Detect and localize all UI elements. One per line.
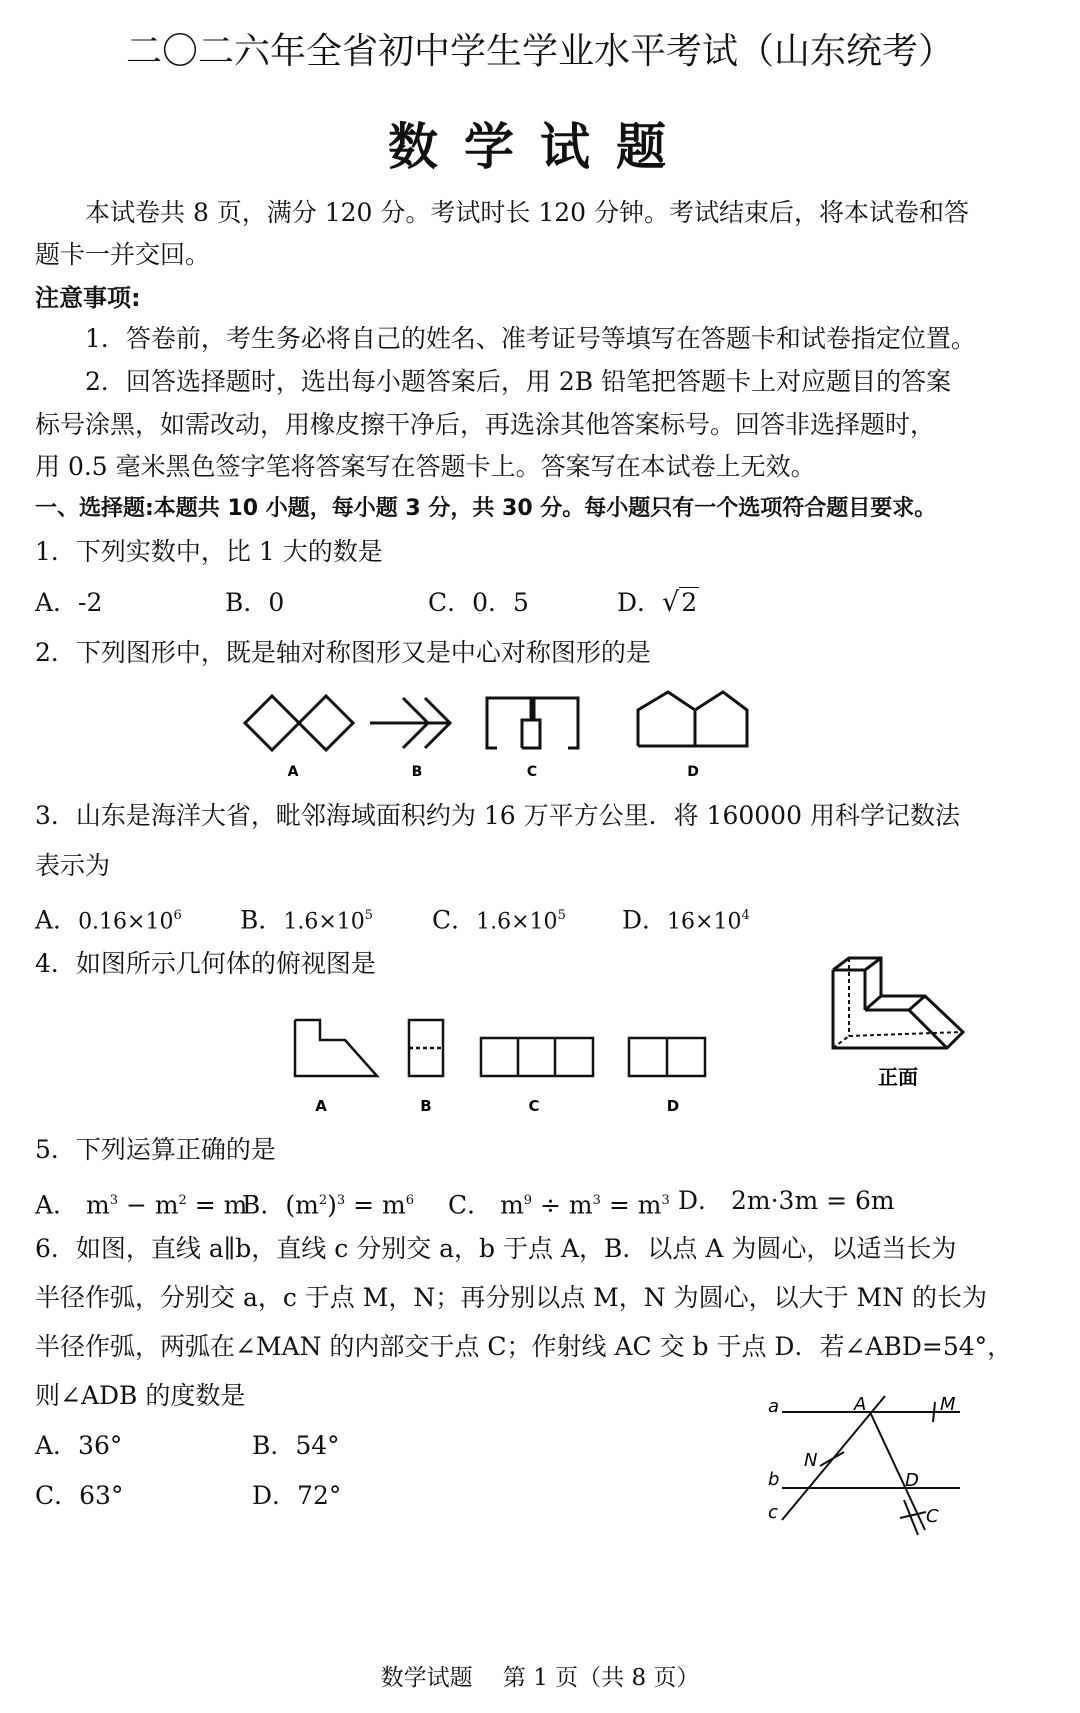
q6-figure [760, 1390, 970, 1540]
q5-option-c: C． $m^9 \div m^3 = m^3$ [448, 1190, 670, 1220]
notes-item-1: 1．答卷前，考生务必将自己的姓名、准考证号等填写在答题卡和试卷指定位置。 [85, 324, 976, 353]
q2-label-d: D [687, 764, 699, 780]
q5-option-d-expr: 2m·3m = 6m [731, 1186, 895, 1215]
q5-option-c-label: C． [448, 1190, 493, 1220]
q4-solid-figure [825, 952, 975, 1097]
q6-option-d: D．72° [252, 1481, 342, 1510]
q3-option-d-exp: 4 [741, 908, 750, 923]
q3-option-c [432, 900, 566, 938]
q1-option-d-radicand: 2 [681, 588, 698, 617]
q6-label-b-line: b [768, 1469, 780, 1490]
intro-line-1: 本试卷共 8 页，满分 120 分。考试时长 120 分钟。考试结束后，将本试卷和答 [85, 198, 970, 227]
q1-option-d-label: D． [617, 588, 663, 617]
q4-label-d: D [666, 1097, 680, 1115]
q5-option-a-label: A． [35, 1190, 79, 1220]
q5-option-a: A． $m^3 - m^2 = m$ [35, 1190, 248, 1220]
q1-option-b: B．0 [225, 588, 285, 617]
q6-option-a: A．36° [35, 1431, 123, 1460]
q6-label-point-d: D [905, 1470, 919, 1491]
q4-figure-c [481, 1038, 593, 1076]
page-footer: 数学试题 第 1 页（共 8 页） [380, 1665, 700, 1691]
q6-label-c-line: c [768, 1502, 778, 1523]
notes-item-2-line-2: 标号涂黑，如需改动，用橡皮擦干净后，再选涂其他答案标号。回答非选择题时， [35, 410, 936, 439]
q3-option-a-exp: 6 [173, 908, 182, 923]
q4-label-a: A [315, 1097, 327, 1115]
notes-item-2-line-1: 2．回答选择题时，选出每小题答案后，用 2B 铅笔把答题卡上对应题目的答案 [85, 367, 952, 396]
q3-option-c-exp: 5 [557, 908, 566, 923]
q4-figure-b [409, 1020, 443, 1076]
q6-option-c: C．63° [35, 1481, 124, 1510]
q1-option-a: A．-2 [35, 588, 103, 617]
q6-line-3: 半径作弧，两弧在∠MAN 的内部交于点 C；作射线 AC 交 b 于点 D．若∠ABD=54°， [35, 1332, 1013, 1361]
q1-option-d [617, 587, 699, 619]
q3-option-c-base: 1.6×10 [476, 909, 558, 935]
q3-option-d-label: D． [622, 905, 668, 935]
q5-option-b: B．$(m^2)^3 = m^6$ [242, 1190, 414, 1220]
q1-option-c: C．0．5 [428, 588, 529, 617]
q6-label-a-line: a [768, 1396, 780, 1417]
notes-item-2-line-3: 用 0.5 毫米黑色签字笔将答案写在答题卡上。答案写在本试卷上无效。 [35, 452, 816, 481]
q5-option-d-label: D． [678, 1186, 724, 1215]
q1-stem: 1．下列实数中，比 1 大的数是 [35, 537, 383, 566]
q2-label-a: A [287, 764, 299, 780]
q5-option-b-label: B． [242, 1190, 286, 1220]
q6-option-b: B．54° [252, 1431, 340, 1460]
q3-option-c-label: C． [432, 905, 477, 935]
q3-option-b-base: 1.6×10 [283, 909, 365, 935]
q4-stem: 4．如图所示几何体的俯视图是 [35, 949, 376, 978]
q4-front-label: 正面 [878, 1065, 918, 1089]
q3-option-b [240, 900, 373, 938]
q2-figure-c [487, 698, 578, 748]
q4-figure-a [295, 1020, 377, 1076]
q2-figure-d [638, 692, 747, 746]
exam-title: 二〇二六年全省初中学生学业水平考试（山东统考） [125, 31, 954, 72]
q3-option-a [35, 900, 182, 938]
sqrt-icon: √ [662, 587, 680, 618]
notes-heading: 注意事项: [35, 284, 141, 312]
q3-stem-line-2: 表示为 [35, 851, 111, 880]
q4-label-c: C [528, 1097, 540, 1115]
q2-stem: 2．下列图形中，既是轴对称图形又是中心对称图形的是 [35, 638, 651, 667]
q3-option-a-label: A． [35, 905, 79, 935]
q6-label-point-n: N [804, 1450, 818, 1471]
q4-figure-d [629, 1038, 705, 1076]
q2-figure-a [245, 696, 353, 750]
q4-label-b: B [420, 1097, 432, 1115]
q2-figure-b [370, 698, 450, 748]
section-1-heading: 一、选择题:本题共 10 小题，每小题 3 分，共 30 分。每小题只有一个选项符合题目要求。 [35, 496, 937, 521]
intro-line-2: 题卡一并交回。 [35, 240, 211, 269]
q2-label-b: B [411, 764, 423, 780]
subject-title: 数学试题 [388, 118, 692, 176]
q6-line-1: 6．如图，直线 a∥b，直线 c 分别交 a，b 于点 A，B．以点 A 为圆心，以适当长为 [35, 1234, 957, 1263]
q3-stem-line-1: 3．山东是海洋大省，毗邻海域面积约为 16 万平方公里．将 160000 用科学记数法 [35, 801, 960, 830]
q6-line-4: 则∠ADB 的度数是 [35, 1381, 246, 1410]
q5-stem: 5．下列运算正确的是 [35, 1135, 276, 1164]
q5-option-d [678, 1185, 895, 1217]
q3-option-b-exp: 5 [364, 908, 374, 923]
q3-option-b-label: B． [240, 905, 284, 935]
q3-option-d [622, 900, 750, 938]
q6-label-point-c: C [926, 1506, 939, 1527]
q3-option-d-base: 16×10 [667, 909, 742, 935]
q6-line-2: 半径作弧，分别交 a，c 于点 M，N；再分别以点 M，N 为圆心，以大于 MN 的长为 [35, 1283, 987, 1312]
q4-options-figures [285, 1010, 715, 1120]
q6-label-point-m: M [940, 1394, 956, 1415]
q2-label-c: C [526, 764, 538, 780]
q3-option-a-base: 0.16×10 [78, 909, 174, 935]
q6-label-point-a: A [854, 1394, 867, 1415]
q2-figures [235, 688, 755, 783]
